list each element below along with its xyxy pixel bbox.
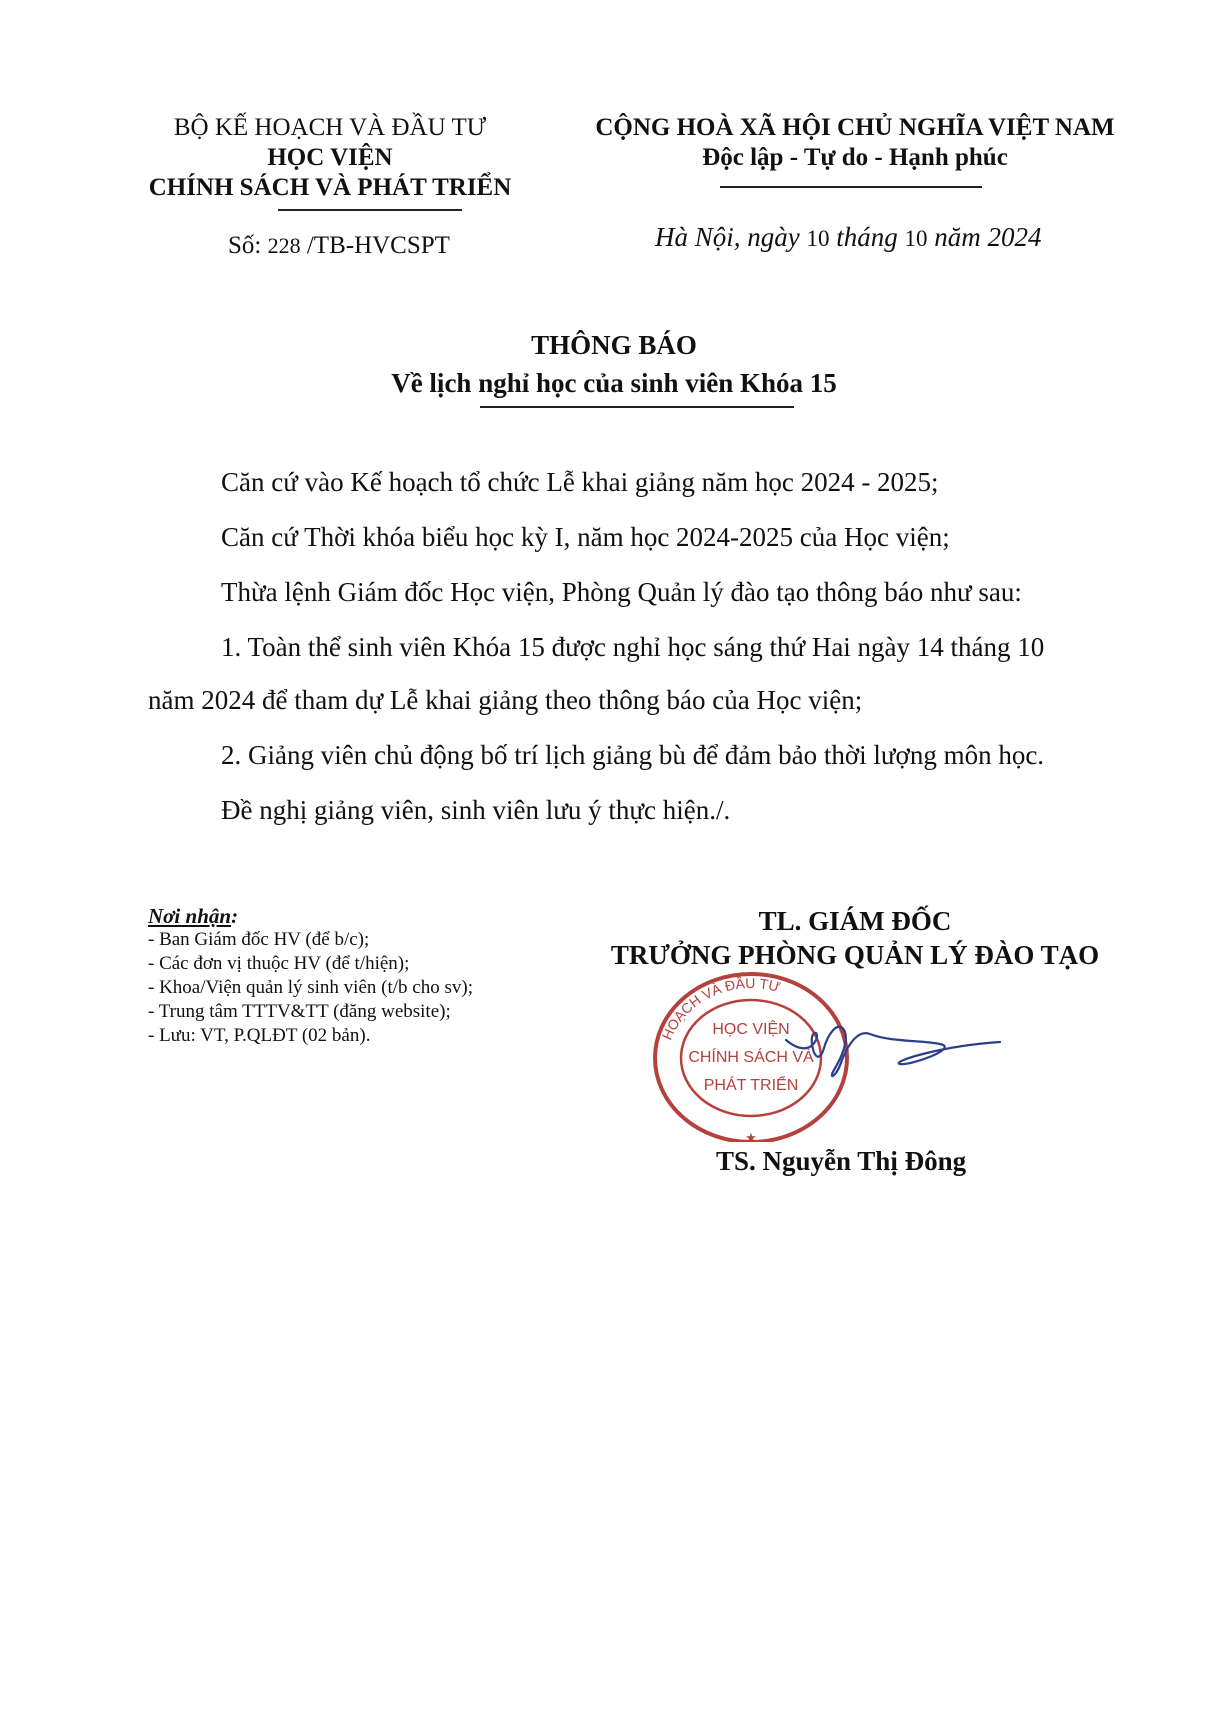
handwritten-signature-icon [780,1000,1010,1100]
stamp-inner-line1: HỌC VIỆN [712,1021,790,1038]
stamp-inner-line2: CHÍNH SÁCH VÀ [688,1049,814,1066]
document-number-value: 228 [267,233,301,258]
stamp-inner-line3: PHÁT TRIỂN [703,1077,799,1094]
body-paragraph-4-line2: năm 2024 để tham dự Lễ khai giảng theo thông báo của Học viện; [148,685,863,715]
recipients-block [148,904,473,1048]
document-subtitle: Về lịch nghỉ học của sinh viên Khóa 15 [391,368,837,398]
document-number [228,232,450,260]
body-paragraph-4-line1: 1. Toàn thể sinh viên Khóa 15 được nghỉ học sáng thứ Hai ngày 14 tháng 10 [221,632,1045,662]
date-month: 10 [904,226,928,251]
body-paragraph-1: Căn cứ vào Kế hoạch tổ chức Lễ khai giảng năm học 2024 - 2025; [221,467,939,497]
document-title: THÔNG BÁO [531,330,697,360]
date-place: Hà Nội, ngày [655,222,800,252]
signature-title [560,904,1150,972]
recipient-item: - Khoa/Viện quản lý sinh viên (t/b cho sv); [148,977,473,998]
signature-title-line1: TL. GIÁM ĐỐC [758,906,952,936]
recipient-item: - Trung tâm TTTV&TT (đăng website); [148,1001,451,1022]
body-paragraph-3: Thừa lệnh Giám đốc Học viện, Phòng Quản lý đào tạo thông báo như sau: [221,577,1022,607]
subtitle-underline [480,406,794,408]
date-day: 10 [806,226,830,251]
national-motto: Độc lập - Tự do - Hạnh phúc [702,144,1008,171]
ministry-name: BỘ KẾ HOẠCH VÀ ĐẦU TƯ [173,114,487,141]
academy-name-line2: CHÍNH SÁCH VÀ PHÁT TRIỂN [148,174,512,201]
stamp-outer-text: HOẠCH VÀ ĐẦU TƯ [658,974,783,1043]
body-paragraph-6: Đề nghị giảng viên, sinh viên lưu ý thực hiện./. [221,795,731,825]
recipient-item: - Lưu: VT, P.QLĐT (02 bản). [148,1025,371,1046]
national-header [575,113,1135,173]
signer-name: TS. Nguyễn Thị Đông [716,1146,967,1176]
recipient-item: - Các đơn vị thuộc HV (để t/hiện); [148,953,410,974]
document-number-prefix: Số: [228,232,262,259]
academy-name-line1: HỌC VIỆN [267,144,393,171]
date-month-word: tháng [836,222,898,252]
issuer-underline [278,209,462,211]
recipient-item: - Ban Giám đốc HV (để b/c); [148,929,370,950]
country-name: CỘNG HOÀ XÃ HỘI CHỦ NGHĨA VIỆT NAM [595,114,1115,141]
document-number-suffix: /TB-HVCSPT [306,232,450,259]
body-paragraphs [148,465,1108,827]
issuer-header [130,113,530,203]
body-paragraph-5: 2. Giảng viên chủ động bố trí lịch giảng bù để đảm bảo thời lượng môn học. [221,740,1045,770]
body-paragraph-2: Căn cứ Thời khóa biểu học kỳ I, năm học 2024-2025 của Học viện; [221,522,950,552]
motto-underline [720,186,982,188]
recipients-label-text: Nơi nhận [148,904,232,928]
signature-title-line2: TRƯỞNG PHÒNG QUẢN LÝ ĐÀO TẠO [610,940,1100,970]
recipients-label: Nơi nhận: [148,904,239,928]
issue-date [655,222,1042,253]
stamp-star-icon: ★ [745,1131,757,1142]
date-year: năm 2024 [934,222,1042,252]
